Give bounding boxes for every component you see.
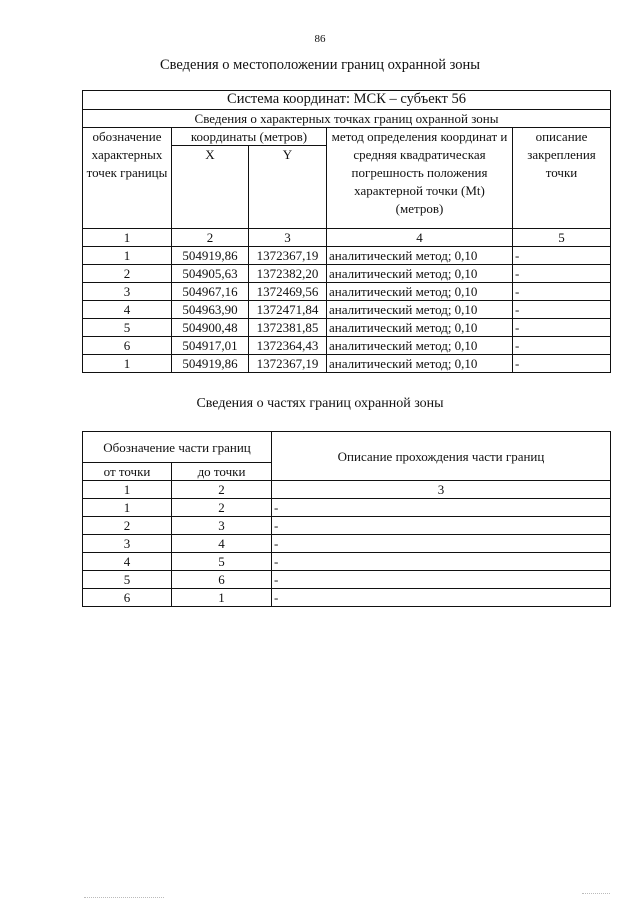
table-row	[83, 589, 611, 607]
boundary-points-table	[82, 90, 611, 373]
table-row	[83, 535, 611, 553]
footer-mark-right	[582, 893, 610, 896]
method-cell: аналитический метод; 0,10	[327, 301, 513, 319]
point-id: 2	[83, 265, 172, 283]
to-point: 1	[172, 589, 272, 607]
method-cell: аналитический метод; 0,10	[327, 265, 513, 283]
coord-x: 504963,90	[172, 301, 249, 319]
coord-y: 1372364,43	[249, 337, 327, 355]
part-description: -	[272, 571, 611, 589]
to-point: 3	[172, 517, 272, 535]
point-id: 3	[83, 283, 172, 301]
column-number: 1	[83, 229, 172, 247]
to-point: 4	[172, 535, 272, 553]
method-cell: аналитический метод; 0,10	[327, 337, 513, 355]
from-point: 2	[83, 517, 172, 535]
point-id: 1	[83, 247, 172, 265]
coordinate-system-header: Система координат: МСК – субъект 56	[83, 91, 611, 110]
from-point: 3	[83, 535, 172, 553]
table-row	[83, 265, 611, 283]
description-cell: -	[513, 337, 611, 355]
coord-y: 1372382,20	[249, 265, 327, 283]
coord-y: 1372381,85	[249, 319, 327, 337]
table-row	[83, 355, 611, 373]
part-description: -	[272, 589, 611, 607]
part-description: -	[272, 535, 611, 553]
column-header-from: от точки	[83, 463, 172, 481]
coord-y: 1372367,19	[249, 247, 327, 265]
description-cell: -	[513, 265, 611, 283]
part-description: -	[272, 553, 611, 571]
table-row	[83, 517, 611, 535]
description-cell: -	[513, 283, 611, 301]
column-header-description: описание закрепления точки	[513, 128, 611, 229]
column-number: 1	[83, 481, 172, 499]
column-header-to: до точки	[172, 463, 272, 481]
part-description: -	[272, 499, 611, 517]
column-number: 3	[272, 481, 611, 499]
point-id: 5	[83, 319, 172, 337]
from-point: 4	[83, 553, 172, 571]
coord-x: 504967,16	[172, 283, 249, 301]
column-header-part-description: Описание прохождения части границ	[272, 432, 611, 481]
table-row	[83, 337, 611, 355]
boundary-parts-table	[82, 431, 611, 607]
table-row	[83, 319, 611, 337]
description-cell: -	[513, 301, 611, 319]
to-point: 6	[172, 571, 272, 589]
from-point: 5	[83, 571, 172, 589]
description-cell: -	[513, 355, 611, 373]
footer-mark-left	[84, 897, 164, 900]
coord-x: 504917,01	[172, 337, 249, 355]
method-cell: аналитический метод; 0,10	[327, 247, 513, 265]
part-description: -	[272, 517, 611, 535]
coord-y: 1372469,56	[249, 283, 327, 301]
point-id: 1	[83, 355, 172, 373]
table-row	[83, 499, 611, 517]
coord-x: 504919,86	[172, 247, 249, 265]
point-id: 6	[83, 337, 172, 355]
column-header-coordinates: координаты (метров)	[172, 128, 327, 146]
method-cell: аналитический метод; 0,10	[327, 283, 513, 301]
description-cell: -	[513, 247, 611, 265]
column-number: 2	[172, 481, 272, 499]
coord-y: 1372471,84	[249, 301, 327, 319]
column-number: 2	[172, 229, 249, 247]
table-row	[83, 301, 611, 319]
column-number: 4	[327, 229, 513, 247]
coord-x: 504900,48	[172, 319, 249, 337]
coord-x: 504905,63	[172, 265, 249, 283]
column-number: 3	[249, 229, 327, 247]
column-header-y: Y	[249, 146, 327, 229]
table-row	[83, 247, 611, 265]
column-header-method: метод определения координат и средняя квадратическая погрешность положения характерной точки (Mt) (метров)	[327, 128, 513, 229]
page-number: 86	[314, 33, 326, 45]
table-row	[83, 283, 611, 301]
page-title: Сведения о местоположении границ охранной зоны	[159, 57, 480, 73]
column-number: 5	[513, 229, 611, 247]
column-header-point: обозначение характерных точек границы	[83, 128, 172, 229]
to-point: 5	[172, 553, 272, 571]
table-row	[83, 553, 611, 571]
to-point: 2	[172, 499, 272, 517]
column-header-x: X	[172, 146, 249, 229]
method-cell: аналитический метод; 0,10	[327, 355, 513, 373]
section-title: Сведения о частях границ охранной зоны	[196, 396, 444, 411]
coord-x: 504919,86	[172, 355, 249, 373]
column-header-part: Обозначение части границ	[83, 432, 272, 463]
points-subheader: Сведения о характерных точках границ охранной зоны	[83, 110, 611, 128]
description-cell: -	[513, 319, 611, 337]
method-cell: аналитический метод; 0,10	[327, 319, 513, 337]
coord-y: 1372367,19	[249, 355, 327, 373]
point-id: 4	[83, 301, 172, 319]
from-point: 6	[83, 589, 172, 607]
table-row	[83, 571, 611, 589]
from-point: 1	[83, 499, 172, 517]
